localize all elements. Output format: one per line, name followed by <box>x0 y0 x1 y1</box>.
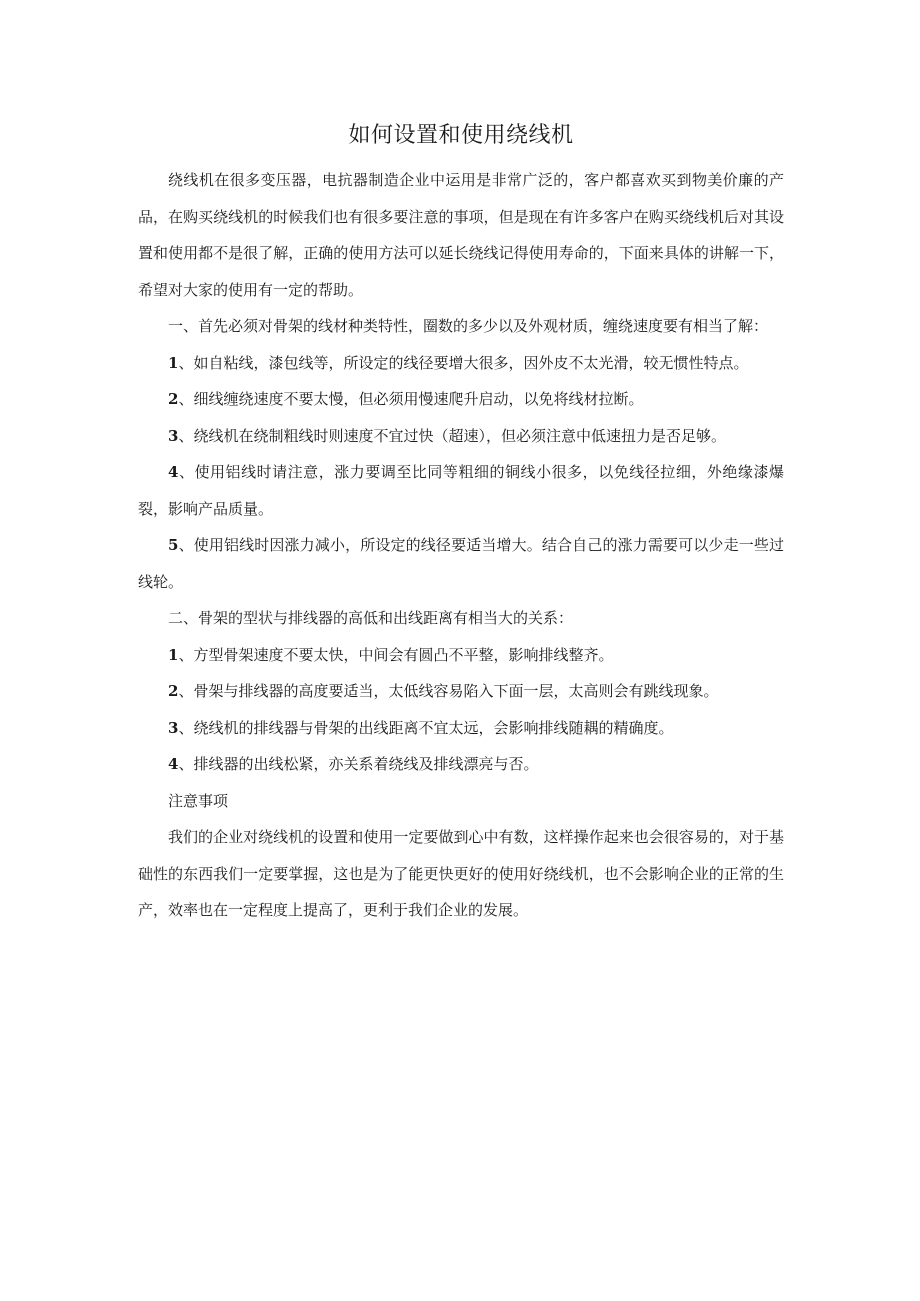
intro-paragraph: 绕线机在很多变压器，电抗器制造企业中运用是非常广泛的，客户都喜欢买到物美价廉的产品，在购买绕线机的时候我们也有很多要注意的事项，但是现在有许多客户在购买绕线机后对其设置和使用都不是很了解，正确的使用方法可以延长绕线记得使用寿命的，下面来具体的讲解一下，希望对大家的使用有一定的帮助。 <box>138 171 784 299</box>
document-title: 如何设置和使用绕线机 <box>348 123 574 148</box>
item-text: 、如自粘线，漆包线等，所设定的线径要增大很多，因外皮不太光滑，较无惯性特点。 <box>178 353 749 372</box>
section2-item-1 <box>138 637 784 674</box>
item-number: 2 <box>168 682 179 700</box>
notes-heading: 注意事项 <box>168 791 229 810</box>
item-number: 1 <box>168 645 179 664</box>
section1-item-5 <box>138 527 784 600</box>
item-number: 5 <box>168 536 179 554</box>
item-number: 4 <box>168 755 179 773</box>
section2-heading: 二、骨架的型状与排线器的高低和出线距离有相当大的关系： <box>168 609 574 627</box>
item-number: 1 <box>168 353 179 372</box>
section1-item-3 <box>138 418 784 455</box>
item-number: 3 <box>168 426 179 445</box>
item-number: 3 <box>168 718 179 737</box>
item-text: 、绕线机的排线器与骨架的出线距离不宜太远，会影响排线随耦的精确度。 <box>178 718 674 737</box>
item-text: 、细线缠绕速度不要太慢，但必须用慢速爬升启动，以免将线材拉断。 <box>178 390 644 408</box>
section2-item-3 <box>138 710 784 747</box>
item-text: 、绕线机在绕制粗线时则速度不宜过快（超速），但必须注意中低速扭力是否足够。 <box>178 426 726 445</box>
document-page <box>138 120 784 929</box>
section2-item-4 <box>138 746 784 783</box>
item-text: 、使用铝线时因涨力减小，所设定的线径要适当增大。结合自己的涨力需要可以少走一些过线轮。 <box>138 536 784 591</box>
conclusion-paragraph: 我们的企业对绕线机的设置和使用一定要做到心中有数，这样操作起来也会很容易的，对于基础性的东西我们一定要掌握，这也是为了能更快更好的使用好绕线机，也不会影响企业的正常的生产，效率也在一定程度上提高了，更利于我们企业的发展。 <box>138 828 784 919</box>
section1-item-1 <box>138 345 784 382</box>
item-text: 、骨架与排线器的高度要适当，太低线容易陷入下面一层，太高则会有跳线现象。 <box>178 682 719 700</box>
section1-item-4 <box>138 454 784 527</box>
item-text: 、方型骨架速度不要太快，中间会有圆凸不平整，影响排线整齐。 <box>178 645 614 664</box>
item-number: 2 <box>168 390 179 408</box>
section2-item-2 <box>138 673 784 710</box>
section1-item-2 <box>138 381 784 418</box>
item-text: 、排线器的出线松紧，亦关系着绕线及排线漂亮与否。 <box>178 755 539 773</box>
item-text: 、使用铝线时请注意，涨力要调至比同等粗细的铜线小很多，以免线径拉细，外绝缘漆爆裂，影响产品质量。 <box>138 463 784 518</box>
section1-heading: 一、首先必须对骨架的线材种类特性，圈数的多少以及外观材质，缠绕速度要有相当了解： <box>168 317 769 335</box>
item-number: 4 <box>168 463 179 481</box>
